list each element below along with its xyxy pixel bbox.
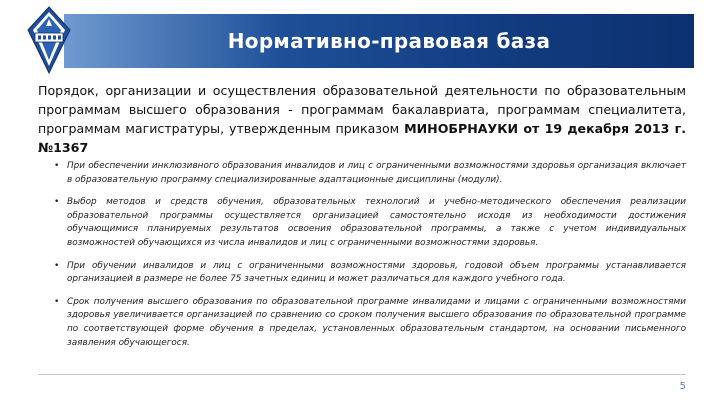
bullet-icon: • <box>54 260 60 271</box>
list-item-text: Выбор методов и средств обучения, образовательных технологий и учебно-методического обеспечения реализации образовательной программы осуществляется организацией самостоятельно исходя из необходимости достижения обучающимися планируемых результатов освоения образовательной программы, а также с учетом индивидуальных возможностей обучающихся из числа инвалидов и лиц с ограниченными возможностями здоровья. <box>67 197 686 248</box>
list-item-text: При обеспечении инклюзивного образования инвалидов и лиц с ограниченными возможностями здоровья организация включает в образовательную программу специализированные адаптационные дисциплины (модули). <box>67 161 686 185</box>
intro-paragraph <box>38 81 686 157</box>
intro-order-reference: МИНОБРНАУКИ от 19 декабря 2013 г. №1367 <box>38 121 686 155</box>
bullet-icon: • <box>54 197 60 208</box>
page-title: Нормативно-правовая база <box>227 29 551 53</box>
list-item <box>54 296 686 350</box>
intro-text: Порядок, организации и осуществления образовательной деятельности по образовательным программам высшего образования - программам бакалавриата, программам специалитета, программам магистратуры, утвержденным приказом <box>38 83 686 136</box>
list-item-text: При обучении инвалидов и лиц с ограниченными возможностями здоровья, годовой объем программы устанавливается организацией в размере не более 75 зачетных единиц и может различаться для каждого учебного года. <box>67 260 686 285</box>
list-item <box>54 160 686 187</box>
list-item-text: Срок получения высшего образования по образовательной программе инвалидами и лицами с ограниченными возможностями здоровья увеличивается организацией по сравнению со сроком получения высшего образования по образовательной программе по соответствующей форме обучения в пределах, установленных образовательным стандартом, на основании письменного заявления обучающегося. <box>67 296 686 348</box>
footer-divider <box>38 374 686 375</box>
bullet-icon: • <box>54 161 60 171</box>
bullet-list <box>54 160 686 359</box>
page-number: 5 <box>679 381 686 392</box>
bullet-icon: • <box>54 296 60 307</box>
university-emblem-icon <box>26 6 72 74</box>
list-item <box>54 260 686 287</box>
list-item <box>54 196 686 250</box>
title-bar <box>64 14 694 68</box>
